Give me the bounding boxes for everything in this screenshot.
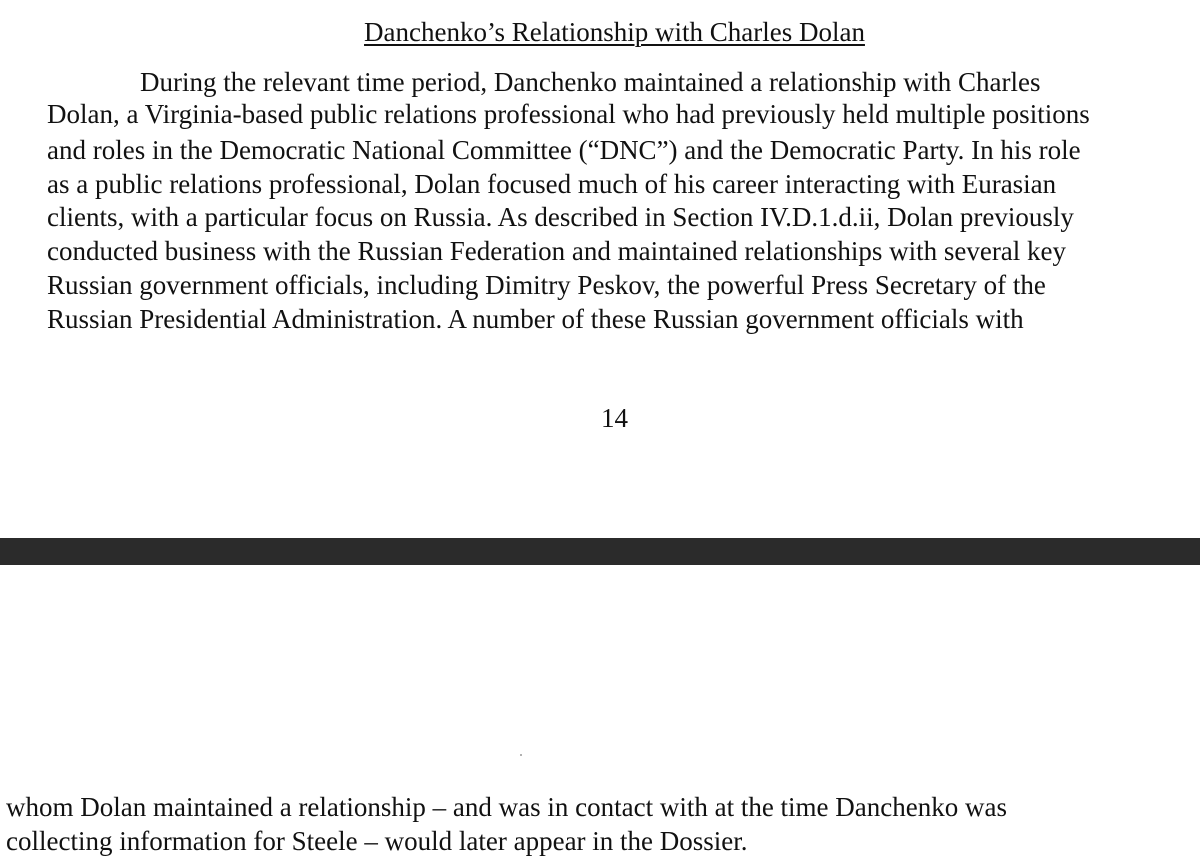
- paragraph-line: as a public relations professional, Dolan focused much of his career interacting with Eurasian: [47, 169, 1057, 199]
- paragraph-line: Dolan, a Virginia-based public relations professional who had previously held multiple positions: [47, 99, 1090, 129]
- section-heading: [0, 14, 1200, 50]
- paragraph-line: Russian Presidential Administration. A number of these Russian government officials with: [47, 304, 1024, 334]
- paragraph-line: conducted business with the Russian Federation and maintained relationships with several key: [47, 236, 1067, 266]
- continuation-line: collecting information for Steele – would later appear in the Dossier.: [6, 826, 748, 856]
- paragraph-line: During the relevant time period, Danchenko maintained a relationship with Charles: [140, 67, 1041, 97]
- scan-speck: [520, 754, 522, 756]
- paragraph-line: Russian government officials, including Dimitry Peskov, the powerful Press Secretary of the: [47, 270, 1046, 300]
- paragraph-line: clients, with a particular focus on Russia. As described in Section IV.D.1.d.ii, Dolan previously: [47, 202, 1074, 232]
- paragraph-line: and roles in the Democratic National Committee (“DNC”) and the Democratic Party. In his role: [47, 135, 1081, 165]
- page-separator: [0, 538, 1200, 565]
- page-number: 14: [601, 403, 628, 433]
- section-heading-text: Danchenko’s Relationship with Charles Dolan: [364, 17, 865, 47]
- continuation-line: whom Dolan maintained a relationship – and was in contact with at the time Danchenko was: [6, 792, 1007, 822]
